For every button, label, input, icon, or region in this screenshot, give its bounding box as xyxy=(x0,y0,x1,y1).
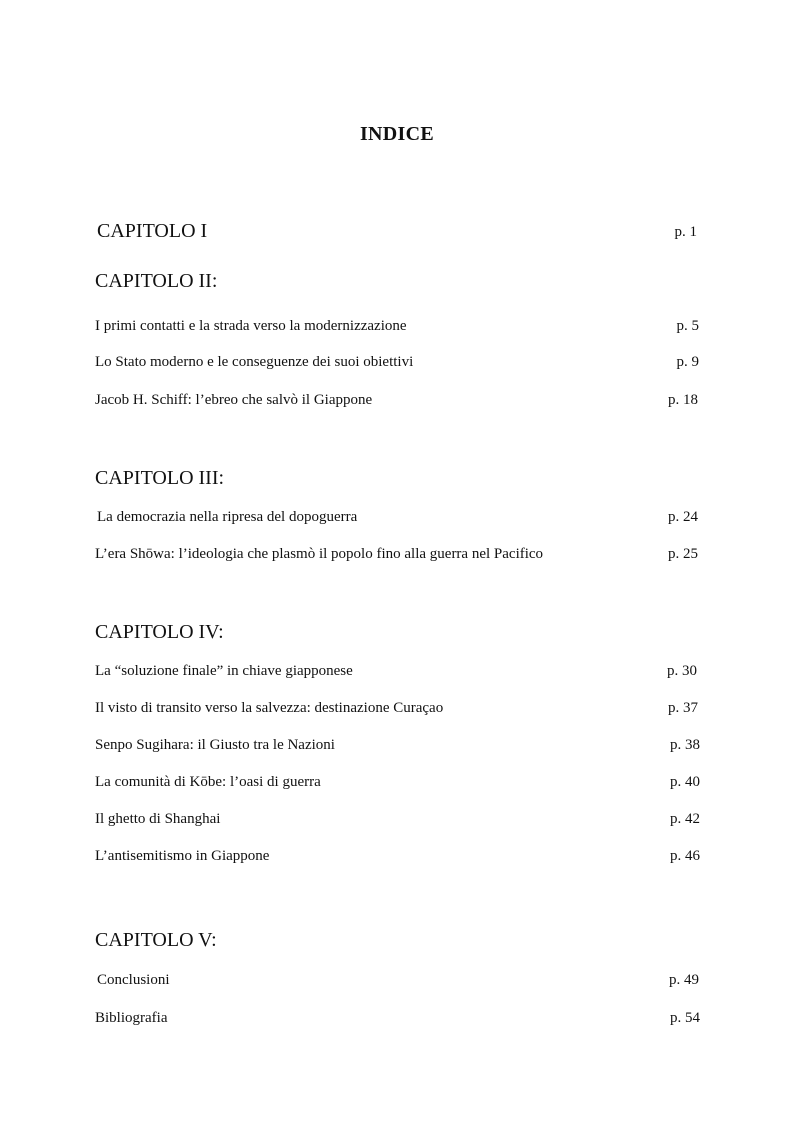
entry-title: Lo Stato moderno e le conseguenze dei suoi obiettivi xyxy=(95,354,414,370)
entry-title: Il ghetto di Shanghai xyxy=(95,811,221,827)
chapter-heading: CAPITOLO II: xyxy=(95,270,218,292)
page-number: p. 5 xyxy=(676,318,699,334)
toc-entry xyxy=(0,354,794,378)
entry-title: Bibliografia xyxy=(95,1010,168,1026)
toc-chapter-4 xyxy=(0,621,794,645)
chapter-heading: CAPITOLO I xyxy=(97,220,208,242)
page-number: p. 9 xyxy=(676,354,699,370)
page-number: p. 18 xyxy=(668,392,698,408)
chapter-heading: CAPITOLO IV: xyxy=(95,621,224,643)
page-number: p. 25 xyxy=(668,546,698,562)
toc-entry xyxy=(0,546,794,570)
entry-title: La comunità di Kōbe: l’oasi di guerra xyxy=(95,774,321,790)
page-number: p. 49 xyxy=(669,972,699,988)
page-number: p. 46 xyxy=(670,848,700,864)
toc-chapter-5 xyxy=(0,929,794,953)
entry-title: Il visto di transito verso la salvezza: destinazione Curaçao xyxy=(95,700,444,716)
page-number: p. 42 xyxy=(670,811,700,827)
toc-entry xyxy=(0,811,794,835)
entry-title: Senpo Sugihara: il Giusto tra le Nazioni xyxy=(95,737,335,753)
toc-entry xyxy=(0,1010,794,1034)
toc-entry xyxy=(0,774,794,798)
page-number: p. 38 xyxy=(670,737,700,753)
toc-entry xyxy=(0,737,794,761)
toc-chapter-3 xyxy=(0,467,794,491)
entry-title: Jacob H. Schiff: l’ebreo che salvò il Giappone xyxy=(95,392,373,408)
toc-entry xyxy=(0,392,794,416)
toc-entry xyxy=(0,848,794,872)
page-title: INDICE xyxy=(359,123,435,145)
entry-title: L’era Shōwa: l’ideologia che plasmò il popolo fino alla guerra nel Pacifico xyxy=(95,546,544,562)
chapter-heading: CAPITOLO III: xyxy=(95,467,225,489)
page-number: p. 24 xyxy=(668,509,698,525)
toc-chapter-1 xyxy=(0,220,794,244)
page-number: p. 54 xyxy=(670,1010,700,1026)
entry-title: La democrazia nella ripresa del dopoguerra xyxy=(97,509,358,525)
page-number: p. 40 xyxy=(670,774,700,790)
page-number: p. 37 xyxy=(668,700,698,716)
entry-title: I primi contatti e la strada verso la modernizzazione xyxy=(95,318,407,334)
chapter-heading: CAPITOLO V: xyxy=(95,929,217,951)
toc-entry xyxy=(0,318,794,342)
toc-chapter-2 xyxy=(0,270,794,294)
entry-title: La “soluzione finale” in chiave giapponese xyxy=(95,663,353,679)
toc-entry xyxy=(0,663,794,687)
entry-title: Conclusioni xyxy=(97,972,170,988)
toc-entry xyxy=(0,509,794,533)
entry-title: L’antisemitismo in Giappone xyxy=(95,848,270,864)
toc-entry xyxy=(0,700,794,724)
toc-entry xyxy=(0,972,794,996)
page-number: p. 1 xyxy=(674,224,697,240)
page-number: p. 30 xyxy=(667,663,697,679)
